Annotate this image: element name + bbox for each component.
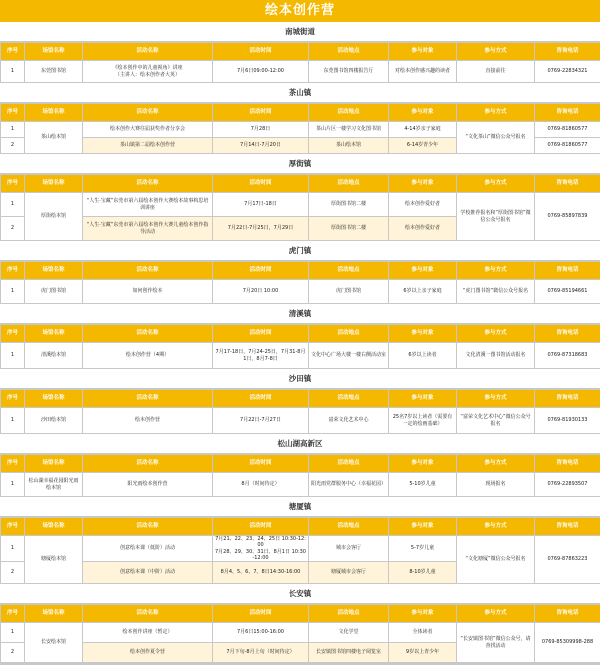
column-header: 序号: [1, 104, 25, 122]
column-header: 活动地点: [309, 605, 389, 623]
column-header: 场馆名称: [25, 605, 83, 623]
section-title: 南城街道: [0, 22, 600, 42]
section-title: 松山湖高新区: [0, 434, 600, 454]
cell-activity: 绘本创作夏令营: [83, 643, 213, 663]
column-header: 参与对象: [389, 605, 457, 623]
section-title: 清溪镇: [0, 304, 600, 324]
event-table: [0, 42, 600, 83]
cell-target: 5-10岁儿童: [389, 473, 457, 497]
event-table: [0, 389, 600, 434]
column-header: 序号: [1, 175, 25, 193]
cell-venue: 厚街绘本馆: [25, 193, 83, 241]
cell-place: 文化中心广场大楼一楼右侧活动室: [309, 343, 389, 369]
column-header: 活动地点: [309, 390, 389, 408]
column-header: 活动时间: [213, 43, 309, 61]
cell-place: 长安镇图书馆四楼电子阅览室: [309, 643, 389, 663]
cell-no: 1: [1, 122, 25, 138]
event-table: [0, 604, 600, 663]
cell-venue: 清溪绘本馆: [25, 343, 83, 369]
column-header: 参与方式: [457, 104, 535, 122]
table-header-row: [1, 262, 600, 280]
column-header: 参与方式: [457, 325, 535, 343]
column-header: 咨询电话: [535, 455, 600, 473]
column-header: 参与方式: [457, 262, 535, 280]
cell-method: 学校推荐报名和“厚街图书馆”微信公众号报名: [457, 193, 535, 241]
table-row: [1, 122, 600, 138]
cell-phone: 0769-81860577: [535, 122, 600, 138]
column-header: 场馆名称: [25, 390, 83, 408]
cell-no: 2: [1, 562, 25, 584]
table-header-row: [1, 390, 600, 408]
cell-method: “富荣文化艺术中心”微信公众号报名: [457, 408, 535, 434]
table-row: [1, 343, 600, 369]
section-title: 厚街镇: [0, 154, 600, 174]
column-header: 咨询电话: [535, 325, 600, 343]
column-header: 活动名称: [83, 104, 213, 122]
column-header: 活动名称: [83, 43, 213, 61]
cell-time: 7月下旬-8月上旬（时间待定）: [213, 643, 309, 663]
cell-activity: 如何创作绘本: [83, 280, 213, 304]
column-header: 活动地点: [309, 262, 389, 280]
cell-target: 6-14岁青少年: [389, 138, 457, 154]
column-header: 参与方式: [457, 175, 535, 193]
cell-target: 8-10岁儿童: [389, 562, 457, 584]
table-row: [1, 536, 600, 562]
cell-phone: 0769-81860577: [535, 138, 600, 154]
cell-activity: 绘本创作大赛往届获奖作者分享会: [83, 122, 213, 138]
cell-no: 1: [1, 473, 25, 497]
cell-place: 茶山绘本馆: [309, 138, 389, 154]
cell-venue: 沙田绘本馆: [25, 408, 83, 434]
table-header-row: [1, 455, 600, 473]
cell-time: 7月17日-18日: [213, 193, 309, 217]
cell-activity: 绘本创作营（4期）: [83, 343, 213, 369]
column-header: 参与对象: [389, 390, 457, 408]
cell-no: 2: [1, 217, 25, 241]
cell-time: 7月17-18日，7月24-25日，7月31-8月1日，8月7-8日: [213, 343, 309, 369]
column-header: 活动时间: [213, 262, 309, 280]
column-header: 场馆名称: [25, 262, 83, 280]
cell-no: 1: [1, 343, 25, 369]
column-header: 活动名称: [83, 175, 213, 193]
cell-target: 绘本创作爱好者: [389, 193, 457, 217]
cell-phone: 0769-85309998-288: [535, 623, 600, 663]
cell-no: 1: [1, 408, 25, 434]
column-header: 参与对象: [389, 43, 457, 61]
cell-no: 1: [1, 623, 25, 643]
cell-phone: 0769-85897839: [535, 193, 600, 241]
section-title: 虎门镇: [0, 241, 600, 261]
cell-phone: 0769-81930133: [535, 408, 600, 434]
cell-method: “文化茶山”微信公众号报名: [457, 122, 535, 154]
table-row: [1, 408, 600, 434]
section-title: 茶山镇: [0, 83, 600, 103]
column-header: 咨询电话: [535, 104, 600, 122]
cell-method: “虎门图书馆”微信公众号报名: [457, 280, 535, 304]
table-header-row: [1, 43, 600, 61]
column-header: 场馆名称: [25, 518, 83, 536]
cell-no: 1: [1, 61, 25, 83]
cell-activity: 《绘本创作中的儿童视角》讲座 （主讲人：绘本创作者大英）: [83, 61, 213, 83]
cell-venue: 长安绘本馆: [25, 623, 83, 663]
cell-method: 现场报名: [457, 473, 535, 497]
column-header: 参与方式: [457, 605, 535, 623]
column-header: 参与对象: [389, 104, 457, 122]
cell-time: 7月6日09:00-12:00: [213, 61, 309, 83]
column-header: 活动名称: [83, 605, 213, 623]
column-header: 活动地点: [309, 325, 389, 343]
column-header: 咨询电话: [535, 605, 600, 623]
section-title: 塘厦镇: [0, 497, 600, 517]
cell-phone: 0769-22834321: [535, 61, 600, 83]
cell-activity: 创意绘本课（低阶）活动: [83, 536, 213, 562]
column-header: 参与对象: [389, 455, 457, 473]
event-table: [0, 324, 600, 369]
column-header: 序号: [1, 325, 25, 343]
cell-place: 东莞图书馆四楼报告厅: [309, 61, 389, 83]
event-table: [0, 454, 600, 497]
column-header: 参与对象: [389, 175, 457, 193]
column-header: 活动时间: [213, 518, 309, 536]
section-title: 长安镇: [0, 584, 600, 604]
section-title: 沙田镇: [0, 369, 600, 389]
cell-target: 4-14岁亲子家庭: [389, 122, 457, 138]
column-header: 活动地点: [309, 455, 389, 473]
cell-time: 7月14日-7月20日: [213, 138, 309, 154]
column-header: 咨询电话: [535, 390, 600, 408]
table-header-row: [1, 175, 600, 193]
cell-no: 1: [1, 193, 25, 217]
column-header: 活动地点: [309, 518, 389, 536]
cell-time: 8月（时间待定）: [213, 473, 309, 497]
column-header: 参与方式: [457, 390, 535, 408]
column-header: 活动时间: [213, 605, 309, 623]
column-header: 活动时间: [213, 104, 309, 122]
cell-target: 25名7岁以上读者（需要有一定的绘画基础）: [389, 408, 457, 434]
column-header: 序号: [1, 605, 25, 623]
column-header: 序号: [1, 262, 25, 280]
cell-activity: “人生·宝藏”东莞市第六届绘本创作大赛绘本故事构思培训讲座: [83, 193, 213, 217]
column-header: 序号: [1, 390, 25, 408]
table-row: [1, 193, 600, 217]
cell-time: 7月20日 10:00: [213, 280, 309, 304]
cell-time: 7月22日-7月27日: [213, 408, 309, 434]
event-table: [0, 103, 600, 154]
column-header: 活动名称: [83, 390, 213, 408]
cell-target: 绘本创作爱好者: [389, 217, 457, 241]
column-header: 活动地点: [309, 104, 389, 122]
column-header: 活动名称: [83, 518, 213, 536]
cell-no: 1: [1, 536, 25, 562]
cell-activity: “人生·宝藏”东莞市第六届绘本创作大赛儿童绘本创作指导活动: [83, 217, 213, 241]
table-row: [1, 61, 600, 83]
table-header-row: [1, 605, 600, 623]
cell-activity: 创意绘本课（中阶）活动: [83, 562, 213, 584]
cell-activity: 绘本创作营: [83, 408, 213, 434]
column-header: 场馆名称: [25, 455, 83, 473]
column-header: 活动时间: [213, 455, 309, 473]
cell-no: 2: [1, 643, 25, 663]
cell-place: 富荣文化艺术中心: [309, 408, 389, 434]
cell-place: 虎门图书馆: [309, 280, 389, 304]
cell-venue: 茶山绘本馆: [25, 122, 83, 154]
table-row: [1, 473, 600, 497]
table-row: [1, 280, 600, 304]
cell-activity: 绘本创作讲座（暂定）: [83, 623, 213, 643]
cell-time: 7月6日15:00-16:00: [213, 623, 309, 643]
sections-container: [0, 22, 600, 663]
column-header: 咨询电话: [535, 518, 600, 536]
cell-place: 厚街图书馆二楼: [309, 193, 389, 217]
column-header: 活动名称: [83, 455, 213, 473]
cell-activity: 阳光雨绘本创作营: [83, 473, 213, 497]
column-header: 活动地点: [309, 43, 389, 61]
cell-venue: 虎门图书馆: [25, 280, 83, 304]
column-header: 场馆名称: [25, 104, 83, 122]
column-header: 咨询电话: [535, 43, 600, 61]
cell-place: 塘厦城市会客厅: [309, 562, 389, 584]
cell-venue: 东莞图书馆: [25, 61, 83, 83]
table-row: [1, 623, 600, 643]
column-header: 参与方式: [457, 455, 535, 473]
cell-time: 7月22日-7月25日，7月29日: [213, 217, 309, 241]
cell-method: “文化塘厦”微信公众号报名: [457, 536, 535, 584]
cell-target: 全体读者: [389, 623, 457, 643]
cell-target: 5-7岁儿童: [389, 536, 457, 562]
event-table: [0, 517, 600, 584]
column-header: 参与方式: [457, 518, 535, 536]
cell-place: 城市会客厅: [309, 536, 389, 562]
column-header: 参与对象: [389, 262, 457, 280]
page-title: 绘本创作营: [0, 0, 600, 22]
cell-place: 厚街图书馆二楼: [309, 217, 389, 241]
column-header: 活动名称: [83, 325, 213, 343]
cell-method: 直接前往: [457, 61, 535, 83]
column-header: 参与方式: [457, 43, 535, 61]
column-header: 活动时间: [213, 175, 309, 193]
cell-target: 9岁以上青少年: [389, 643, 457, 663]
cell-target: 6岁以上读者: [389, 343, 457, 369]
cell-phone: 0769-87863223: [535, 536, 600, 584]
event-table: [0, 261, 600, 304]
column-header: 场馆名称: [25, 43, 83, 61]
column-header: 活动时间: [213, 325, 309, 343]
cell-activity: 茶山镇第二届绘本创作营: [83, 138, 213, 154]
event-table: [0, 174, 600, 241]
cell-target: 对绘本创作感兴趣的读者: [389, 61, 457, 83]
cell-no: 2: [1, 138, 25, 154]
column-header: 参与对象: [389, 325, 457, 343]
cell-place: 茶山片区一楼学习文化图书馆: [309, 122, 389, 138]
cell-no: 1: [1, 280, 25, 304]
column-header: 活动地点: [309, 175, 389, 193]
cell-time: 7月28日: [213, 122, 309, 138]
cell-target: 6岁以上亲子家庭: [389, 280, 457, 304]
column-header: 参与对象: [389, 518, 457, 536]
cell-place: 阳光雨党群服务中心（幸福花园）: [309, 473, 389, 497]
cell-time: 8月4、5、6、7、8日14:30-16:00: [213, 562, 309, 584]
column-header: 咨询电话: [535, 175, 600, 193]
table-header-row: [1, 325, 600, 343]
column-header: 序号: [1, 43, 25, 61]
column-header: 场馆名称: [25, 175, 83, 193]
column-header: 活动名称: [83, 262, 213, 280]
table-header-row: [1, 104, 600, 122]
column-header: 序号: [1, 455, 25, 473]
table-header-row: [1, 518, 600, 536]
cell-phone: 0769-87318683: [535, 343, 600, 369]
cell-venue: 塘厦绘本馆: [25, 536, 83, 584]
cell-method: “长安镇图书馆”微信公众号，请查找活动: [457, 623, 535, 663]
cell-venue: 松山湖幸福花园阳光雨绘本馆: [25, 473, 83, 497]
column-header: 活动时间: [213, 390, 309, 408]
cell-phone: 0769-22893507: [535, 473, 600, 497]
column-header: 场馆名称: [25, 325, 83, 343]
column-header: 序号: [1, 518, 25, 536]
cell-place: 文化学堂: [309, 623, 389, 643]
column-header: 咨询电话: [535, 262, 600, 280]
cell-time: 7月21、22、23、24、25日 10:30-12:00 7月28、29、30、31日、8月1日 10:30-12:00: [213, 536, 309, 562]
cell-phone: 0769-85194661: [535, 280, 600, 304]
cell-method: 文化清溪一图书馆活动报名: [457, 343, 535, 369]
